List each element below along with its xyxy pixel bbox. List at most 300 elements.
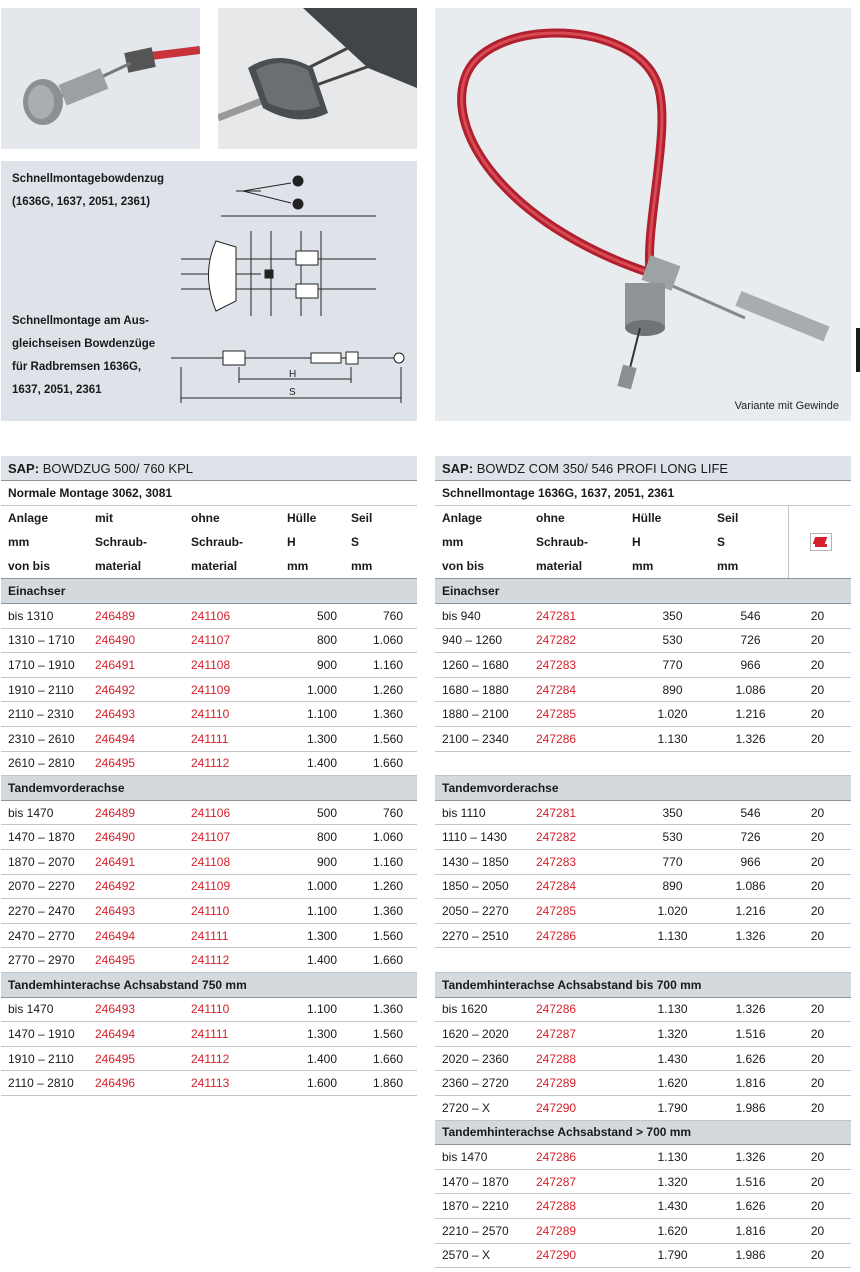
table-cell: 247286	[536, 923, 632, 948]
table-cell: 1710 – 1910	[1, 653, 95, 678]
table-cell: 247282	[536, 825, 632, 850]
table-cell: 1.560	[351, 1022, 417, 1047]
table-cell: 530	[632, 825, 717, 850]
table-cell: 350	[632, 604, 717, 629]
right-header-cell: S	[717, 535, 726, 550]
table-cell: 20	[788, 997, 851, 1022]
table-cell: 1.360	[351, 899, 417, 924]
right-section-title: Tandemvorderachse	[435, 776, 851, 801]
table-cell: 1470 – 1870	[435, 1169, 536, 1194]
table-row	[435, 604, 851, 629]
table-cell: 1.600	[287, 1071, 351, 1096]
table-cell: 241109	[191, 677, 287, 702]
table-cell: 1.000	[287, 874, 351, 899]
table-cell: 1.100	[287, 899, 351, 924]
table-cell: 246493	[95, 899, 191, 924]
diagram-text-line-3: für Radbremsen 1636G,	[12, 361, 142, 373]
table-cell: 246493	[95, 997, 191, 1022]
table-cell: 241108	[191, 850, 287, 875]
left-header-cell: material	[95, 554, 191, 579]
table-row	[1, 997, 417, 1022]
table-cell: 1.216	[717, 702, 788, 727]
table-row	[435, 702, 851, 727]
table-row	[435, 899, 851, 924]
table-row	[435, 1095, 851, 1120]
table-cell: bis 940	[435, 604, 536, 629]
table-row	[1, 1071, 417, 1096]
table-cell: 246495	[95, 948, 191, 973]
table-cell: 760	[351, 604, 417, 629]
right-header-cell: Schraub-	[536, 535, 589, 550]
right-sap-text: BOWDZ COM 350/ 546 PROFI LONG LIFE	[476, 460, 729, 476]
table-cell: 1.400	[287, 751, 351, 776]
table-cell: 800	[287, 825, 351, 850]
table-cell: 1.660	[351, 1046, 417, 1071]
table-cell: 1.986	[717, 1095, 788, 1120]
table-cell: 1.360	[351, 702, 417, 727]
table-row	[435, 874, 851, 899]
right-header-cell: Hülle	[632, 510, 662, 525]
table-cell: 1.086	[717, 677, 788, 702]
table-cell: 1.560	[351, 727, 417, 752]
photo-red-cable	[435, 8, 851, 421]
table-cell: 20	[788, 825, 851, 850]
table-cell: 1470 – 1910	[1, 1022, 95, 1047]
table-cell: 1680 – 1880	[435, 677, 536, 702]
table-row	[435, 727, 851, 752]
right-header-cell: Seil	[717, 510, 739, 525]
table-cell: 1.790	[632, 1095, 717, 1120]
left-header-cell: Hülle	[287, 510, 317, 525]
table-cell: 247284	[536, 677, 632, 702]
table-cell: 241113	[191, 1071, 287, 1096]
table-cell: 247285	[536, 899, 632, 924]
table-cell: 1.326	[717, 1145, 788, 1170]
table-cell: bis 1620	[435, 997, 536, 1022]
table-cell: 1.326	[717, 923, 788, 948]
left-section-row	[1, 776, 417, 801]
table-cell: 20	[788, 702, 851, 727]
table-cell: 247286	[536, 1145, 632, 1170]
right-header-cell: mm	[442, 535, 464, 550]
right-subtitle: Schnellmontage 1636G, 1637, 2051, 2361	[435, 481, 851, 506]
table-cell: 1.160	[351, 850, 417, 875]
table-cell: 1.130	[632, 727, 717, 752]
table-cell: 1.300	[287, 727, 351, 752]
table-cell: 20	[788, 653, 851, 678]
table-cell: 1870 – 2210	[435, 1194, 536, 1219]
right-section-row	[435, 579, 851, 604]
table-cell: 246494	[95, 923, 191, 948]
table-cell: bis 1470	[1, 800, 95, 825]
table-row	[435, 1243, 851, 1268]
table-cell: 246495	[95, 1046, 191, 1071]
table-row	[1, 604, 417, 629]
left-sap-row	[1, 456, 417, 481]
table-cell: 1910 – 2110	[1, 677, 95, 702]
table-row	[435, 1145, 851, 1170]
table-cell: 246494	[95, 1022, 191, 1047]
table-cell: 1110 – 1430	[435, 825, 536, 850]
table-row	[1, 628, 417, 653]
left-header-cell: mm	[351, 554, 417, 579]
table-cell: 2720 – X	[435, 1095, 536, 1120]
table-cell: 246490	[95, 825, 191, 850]
brake-symbol-icon	[810, 533, 832, 551]
right-header-cell: material	[536, 554, 632, 579]
table-cell: 20	[788, 1071, 851, 1096]
left-sap-label: SAP:	[8, 460, 40, 476]
table-cell: 241111	[191, 727, 287, 752]
dimension-s-label: S	[289, 387, 296, 398]
table-cell: 2100 – 2340	[435, 727, 536, 752]
table-cell: 2110 – 2310	[1, 702, 95, 727]
table-cell: 1.260	[351, 874, 417, 899]
left-header-cell: mm	[287, 554, 351, 579]
table-cell: 1.020	[632, 702, 717, 727]
left-section-row	[1, 972, 417, 997]
table-cell: 1.216	[717, 899, 788, 924]
left-spec-table	[1, 456, 417, 1096]
table-cell: 1.430	[632, 1046, 717, 1071]
left-header-cell: von bis	[1, 554, 95, 579]
right-sap-label: SAP:	[442, 460, 474, 476]
table-cell: 20	[788, 1218, 851, 1243]
table-row	[1, 825, 417, 850]
table-cell: 20	[788, 1194, 851, 1219]
right-sap-row	[435, 456, 851, 481]
right-section-title: Tandemhinterachse Achsabstand bis 700 mm	[435, 972, 851, 997]
table-cell: 20	[788, 800, 851, 825]
table-cell: 800	[287, 628, 351, 653]
left-sap-text: BOWDZUG 500/ 760 KPL	[42, 460, 193, 476]
table-cell: 1.816	[717, 1071, 788, 1096]
table-cell: 241111	[191, 923, 287, 948]
table-row	[1, 874, 417, 899]
left-subtitle: Normale Montage 3062, 3081	[1, 481, 417, 506]
table-cell: 1.326	[717, 997, 788, 1022]
table-cell: 1.400	[287, 948, 351, 973]
table-cell: 246491	[95, 850, 191, 875]
left-header-cell: S	[351, 535, 360, 550]
table-cell: 1.130	[632, 923, 717, 948]
table-row	[1, 1022, 417, 1047]
table-cell: 247281	[536, 800, 632, 825]
table-cell: 20	[788, 874, 851, 899]
table-row	[1, 653, 417, 678]
table-cell: 1.320	[632, 1169, 717, 1194]
table-cell: 247288	[536, 1194, 632, 1219]
table-cell: 1.260	[351, 677, 417, 702]
table-cell: 241107	[191, 825, 287, 850]
diagram-text-line-2: gleichseisen Bowdenzüge	[12, 338, 156, 350]
table-cell: bis 1470	[1, 997, 95, 1022]
photo-cable-end	[1, 8, 200, 149]
table-row	[1, 850, 417, 875]
table-row	[1, 751, 417, 776]
table-cell: 20	[788, 1243, 851, 1268]
table-cell: 247284	[536, 874, 632, 899]
page-edge-marker	[856, 328, 860, 372]
table-cell: 2570 – X	[435, 1243, 536, 1268]
table-row	[435, 800, 851, 825]
table-cell: 500	[287, 800, 351, 825]
right-header-cell: mm	[717, 554, 788, 579]
table-row	[435, 1071, 851, 1096]
table-row	[435, 997, 851, 1022]
table-cell: 20	[788, 923, 851, 948]
table-cell: 1.130	[632, 1145, 717, 1170]
table-row	[1, 948, 417, 973]
left-header-cell: mm	[8, 535, 30, 550]
blank-row	[435, 751, 851, 776]
table-cell: 1.300	[287, 1022, 351, 1047]
left-header-row	[1, 554, 417, 579]
table-cell: bis 1310	[1, 604, 95, 629]
table-cell: 247287	[536, 1022, 632, 1047]
table-cell: 1.100	[287, 702, 351, 727]
table-cell: 2020 – 2360	[435, 1046, 536, 1071]
table-cell: 726	[717, 825, 788, 850]
table-cell: 1.816	[717, 1218, 788, 1243]
table-cell: 247285	[536, 702, 632, 727]
table-cell: 1870 – 2070	[1, 850, 95, 875]
table-cell: 246489	[95, 800, 191, 825]
table-cell: 1.986	[717, 1243, 788, 1268]
right-header-row	[435, 505, 851, 530]
table-row	[435, 923, 851, 948]
table-row	[1, 702, 417, 727]
left-subtitle-row	[1, 481, 417, 506]
table-cell: 1.790	[632, 1243, 717, 1268]
table-cell: 247286	[536, 727, 632, 752]
table-cell: 1.060	[351, 628, 417, 653]
table-cell: 241106	[191, 800, 287, 825]
table-cell: 2360 – 2720	[435, 1071, 536, 1096]
left-section-row	[1, 579, 417, 604]
table-cell: bis 1110	[435, 800, 536, 825]
table-cell: 241108	[191, 653, 287, 678]
table-cell: 2770 – 2970	[1, 948, 95, 973]
table-cell: 1.100	[287, 997, 351, 1022]
table-cell: 1.300	[287, 923, 351, 948]
table-cell: 247289	[536, 1071, 632, 1096]
dimension-h-label: H	[289, 369, 297, 380]
left-header-cell: Schraub-	[191, 535, 244, 550]
table-cell: 2310 – 2610	[1, 727, 95, 752]
table-cell: 2470 – 2770	[1, 923, 95, 948]
table-cell: 1260 – 1680	[435, 653, 536, 678]
table-cell: 966	[717, 653, 788, 678]
table-cell: 20	[788, 899, 851, 924]
table-cell: 247281	[536, 604, 632, 629]
left-header-cell: ohne	[191, 510, 220, 525]
blank-cell	[435, 751, 851, 776]
table-cell: 1.160	[351, 653, 417, 678]
table-cell: 500	[287, 604, 351, 629]
blank-cell	[435, 948, 851, 973]
table-row	[435, 1022, 851, 1047]
table-cell: 241111	[191, 1022, 287, 1047]
table-cell: 1470 – 1870	[1, 825, 95, 850]
table-cell: 20	[788, 850, 851, 875]
right-section-row	[435, 776, 851, 801]
table-cell: 1.660	[351, 948, 417, 973]
table-cell: 20	[788, 1046, 851, 1071]
table-row	[435, 1218, 851, 1243]
table-row	[435, 1194, 851, 1219]
table-cell: 1.326	[717, 727, 788, 752]
table-cell: 2070 – 2270	[1, 874, 95, 899]
right-section-title: Einachser	[435, 579, 851, 604]
table-cell: 246489	[95, 604, 191, 629]
table-cell: 1.626	[717, 1046, 788, 1071]
table-row	[435, 653, 851, 678]
table-row	[1, 727, 417, 752]
table-cell: 247287	[536, 1169, 632, 1194]
table-cell: 241110	[191, 702, 287, 727]
table-cell: 1430 – 1850	[435, 850, 536, 875]
table-cell: 1.086	[717, 874, 788, 899]
table-cell: 1310 – 1710	[1, 628, 95, 653]
left-header-cell: Anlage	[8, 510, 49, 525]
table-row	[1, 899, 417, 924]
table-row	[435, 1046, 851, 1071]
table-cell: 770	[632, 850, 717, 875]
table-cell: 241112	[191, 1046, 287, 1071]
table-cell: 966	[717, 850, 788, 875]
table-cell: 247290	[536, 1095, 632, 1120]
photo-caption: Variante mit Gewinde	[734, 400, 839, 412]
table-cell: 1.516	[717, 1022, 788, 1047]
table-cell: 247282	[536, 628, 632, 653]
table-row	[435, 825, 851, 850]
table-cell: 241109	[191, 874, 287, 899]
table-cell: 20	[788, 628, 851, 653]
table-cell: 1.020	[632, 899, 717, 924]
table-cell: 2110 – 2810	[1, 1071, 95, 1096]
brake-symbol-cell	[788, 505, 851, 579]
table-cell: 246492	[95, 677, 191, 702]
table-cell: 246493	[95, 702, 191, 727]
right-section-title: Tandemhinterachse Achsabstand > 700 mm	[435, 1120, 851, 1145]
table-cell: 1.060	[351, 825, 417, 850]
table-cell: 760	[351, 800, 417, 825]
table-cell: 2270 – 2510	[435, 923, 536, 948]
table-cell: 246491	[95, 653, 191, 678]
table-cell: 20	[788, 677, 851, 702]
right-subtitle-row	[435, 481, 851, 506]
left-section-title: Einachser	[1, 579, 417, 604]
table-cell: 20	[788, 1022, 851, 1047]
table-cell: 2610 – 2810	[1, 751, 95, 776]
table-cell: 241110	[191, 899, 287, 924]
table-row	[435, 1169, 851, 1194]
table-cell: 246492	[95, 874, 191, 899]
table-row	[435, 677, 851, 702]
table-cell: 1880 – 2100	[435, 702, 536, 727]
table-cell: 246490	[95, 628, 191, 653]
table-cell: 530	[632, 628, 717, 653]
table-cell: 20	[788, 1095, 851, 1120]
table-cell: 1.000	[287, 677, 351, 702]
table-cell: 1.660	[351, 751, 417, 776]
table-cell: 726	[717, 628, 788, 653]
table-cell: 890	[632, 874, 717, 899]
left-header-cell: Schraub-	[95, 535, 148, 550]
table-cell: 1.516	[717, 1169, 788, 1194]
table-cell: 350	[632, 800, 717, 825]
table-cell: 247283	[536, 850, 632, 875]
table-cell: 1.320	[632, 1022, 717, 1047]
table-cell: 246495	[95, 751, 191, 776]
table-cell: 770	[632, 653, 717, 678]
table-cell: 1.130	[632, 997, 717, 1022]
table-cell: 247289	[536, 1218, 632, 1243]
left-header-cell: Seil	[351, 510, 373, 525]
table-row	[1, 677, 417, 702]
table-cell: 2270 – 2470	[1, 899, 95, 924]
table-cell: 1.560	[351, 923, 417, 948]
right-section-row	[435, 972, 851, 997]
table-cell: 241112	[191, 751, 287, 776]
diagram-codes: (1636G, 1637, 2051, 2361)	[12, 196, 151, 208]
table-cell: 546	[717, 800, 788, 825]
table-cell: 1910 – 2110	[1, 1046, 95, 1071]
left-header-cell: H	[287, 535, 296, 550]
diagram-title: Schnellmontagebowdenzug	[12, 173, 165, 185]
table-cell: 1.620	[632, 1071, 717, 1096]
table-cell: 940 – 1260	[435, 628, 536, 653]
table-cell: 1.620	[632, 1218, 717, 1243]
table-cell: 1.360	[351, 997, 417, 1022]
right-section-row	[435, 1120, 851, 1145]
table-row	[1, 800, 417, 825]
table-cell: 2050 – 2270	[435, 899, 536, 924]
table-cell: 241107	[191, 628, 287, 653]
right-header-cell: von bis	[435, 554, 536, 579]
table-cell: 20	[788, 1169, 851, 1194]
right-header-cell: mm	[632, 554, 717, 579]
blank-row	[435, 948, 851, 973]
table-cell: 1.860	[351, 1071, 417, 1096]
table-cell: 1.400	[287, 1046, 351, 1071]
table-cell: 246494	[95, 727, 191, 752]
table-cell: 1.626	[717, 1194, 788, 1219]
photo-equalizer	[218, 8, 417, 149]
table-row	[435, 850, 851, 875]
right-spec-table	[435, 456, 851, 1268]
left-header-cell: material	[191, 554, 287, 579]
table-cell: 247290	[536, 1243, 632, 1268]
right-header-cell: H	[632, 535, 641, 550]
table-row	[1, 1046, 417, 1071]
table-row	[1, 923, 417, 948]
diagram-text-line-1: Schnellmontage am Aus-	[12, 315, 149, 327]
table-cell: 241112	[191, 948, 287, 973]
left-header-cell: mit	[95, 510, 113, 525]
left-header-row	[1, 505, 417, 530]
technical-drawing	[161, 171, 411, 416]
table-cell: 890	[632, 677, 717, 702]
table-cell: 1620 – 2020	[435, 1022, 536, 1047]
table-cell: 20	[788, 727, 851, 752]
table-row	[435, 628, 851, 653]
table-cell: 247283	[536, 653, 632, 678]
diagram-text-line-4: 1637, 2051, 2361	[12, 384, 102, 396]
right-header-cell: ohne	[536, 510, 565, 525]
table-cell: 2210 – 2570	[435, 1218, 536, 1243]
